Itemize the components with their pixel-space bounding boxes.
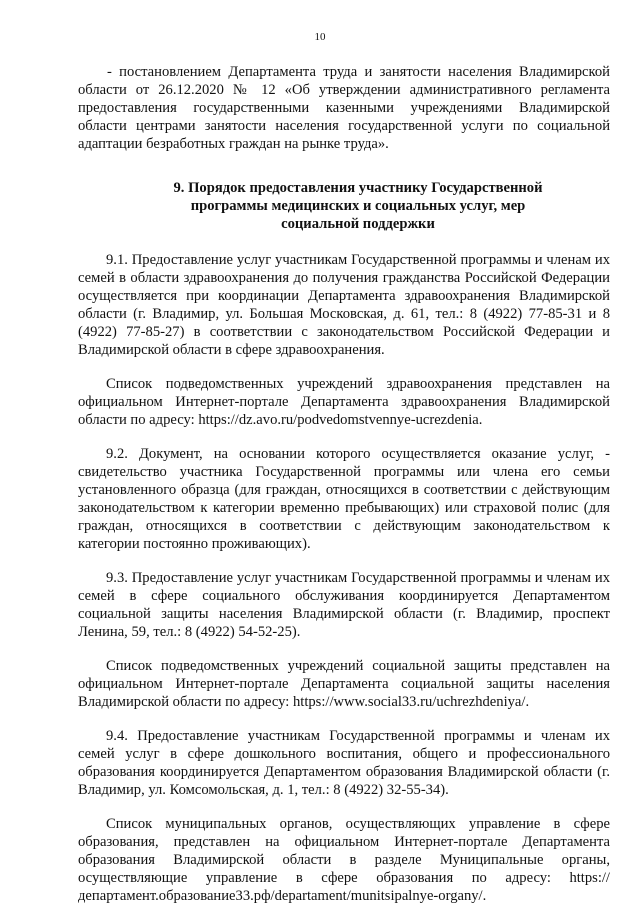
section-heading-line-2: программы медицинских и социальных услуг, мер <box>190 198 526 214</box>
page-number: 10 <box>314 31 326 43</box>
paragraph-9-4-list: Список муниципальных органов, осуществляющих управление в сфере образования, представлен на официальном Интернет-портале Департамента образования Владимирской области в разделе Муниципальные органы, осуществляющие управление в сфере образования по адресу: https:// департамент.образование33.рф/departament/munitsipalnye-organy/. <box>78 816 610 904</box>
paragraph-9-4: 9.4. Предоставление участникам Государственной программы и членам их семей услуг в сфере дошкольного воспитания, общего и профессионального образования координируется Департаментом образования Владимирской области (г. Владимир, ул. Комсомольская, д. 1, тел.: 8 (4922) 32-55-34). <box>78 728 610 798</box>
paragraph-9-1-list: Список подведомственных учреждений здравоохранения представлен на официальном Интернет-портале Департамента здравоохранения Владимирской области по адресу: https://dz.avo.ru/podvedomstvennye-ucrezdenia. <box>78 376 610 428</box>
paragraph-9-3: 9.3. Предоставление услуг участникам Государственной программы и членам их семей в сфере социального обслуживания координируется Департаментом социальной защиты населения Владимирской области (г. Владимир, проспект Ленина, 59, тел.: 8 (4922) 54-52-25). <box>78 570 610 640</box>
intro-paragraph: - постановлением Департамента труда и занятости населения Владимирской области от 26.12.2020 № 12 «Об утверждении административного регламента предоставления государственными казенными учреждениями Владимирской области центрами занятости населения государственной услуги по социальной адаптации безработных граждан на рынке труда». <box>78 64 610 152</box>
section-heading <box>78 179 610 233</box>
section-heading-line-3: социальной поддержки <box>281 216 435 232</box>
document-body <box>78 63 610 905</box>
section-heading-line-1: 9. Порядок предоставления участнику Государственной <box>173 180 543 196</box>
paragraph-9-3-list: Список подведомственных учреждений социальной защиты представлен на официальном Интернет-портале Департамента социальной защиты населения Владимирской области по адресу: https://www.social33.ru/uchrezhdeniya/. <box>78 658 610 710</box>
paragraph-9-2: 9.2. Документ, на основании которого осуществляется оказание услуг, - свидетельство участника Государственной программы или члена его семьи установленного образца (для граждан, относящихся в соответствии с действующим законодательством к категории временно пребывающих) или страховой полис (для граждан, относящихся в соответствии с действующим законодательством к категории постоянно проживающих). <box>78 446 610 552</box>
paragraph-9-1: 9.1. Предоставление услуг участникам Государственной программы и членам их семей в области здравоохранения до получения гражданства Российской Федерации осуществляется при координации Департамента здравоохранения Владимирской области (г. Владимир, ул. Большая Московская, д. 61, тел.: 8 (4922) 77-85-31 и 8 (4922) 77-85-27) в соответствии с законодательством Российской Федерации и Владимирской области в сфере здравоохранения. <box>78 252 610 358</box>
